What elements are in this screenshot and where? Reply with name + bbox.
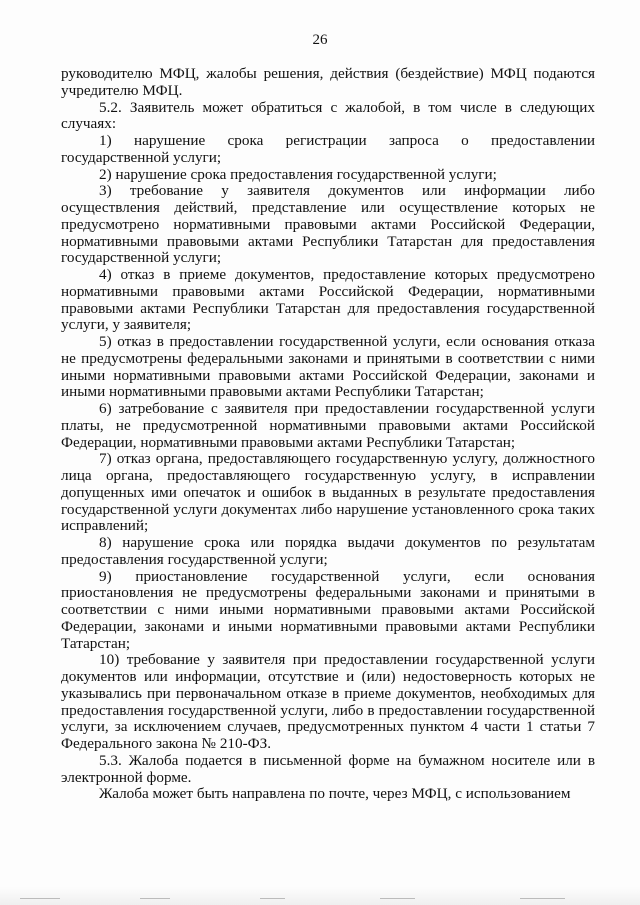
list-item: 7) отказ органа, предоставляющего государственную услугу, должностного лица органа, предоставляющего государственную услугу, в исправлении допущенных ими опечаток и ошибок в выданных в результате предоставления государственной услуги документах либо нарушение установленного срока таких исправлений; <box>61 450 595 535</box>
scan-artifact <box>20 898 60 899</box>
scan-artifact <box>140 898 170 899</box>
list-item: 1) нарушение срока регистрации запроса о предоставлении государственной услуги; <box>61 132 595 166</box>
scan-edge-shadow <box>0 887 640 905</box>
scan-artifact <box>520 898 565 899</box>
paragraph: Жалоба может быть направлена по почте, через МФЦ, с использованием <box>99 785 571 803</box>
list-item: 10) требование у заявителя при предоставлении государственной услуги документов или информации, отсутствие и (или) недостоверность которых не указывались при первоначальном отказе в приеме документов, необходимых для предоставления государственной услуги, либо в предоставлении государственной услуги, за исключением случаев, предусмотренных пунктом 4 части 1 статьи 7 Федерального закона № 210-ФЗ. <box>61 651 595 752</box>
paragraph: 5.3. Жалоба подается в письменной форме на бумажном носителе или в электронной форме. <box>61 751 595 786</box>
list-item: 4) отказ в приеме документов, предоставление которых предусмотрено нормативными правовыми актами Российской Федерации, нормативными правовыми актами Республики Татарстан для предоставления государственной услуги, у заявителя; <box>61 266 595 334</box>
document-body <box>61 66 595 803</box>
paragraph: 5.2. Заявитель может обратиться с жалобой, в том числе в следующих случаях: <box>61 98 595 133</box>
scan-artifact <box>260 898 285 899</box>
list-item: 5) отказ в предоставлении государственной услуги, если основания отказа не предусмотрены федеральными законами и принятыми в соответствии с ними иными нормативными правовыми актами Российской Федерации, законами и иными нормативными правовыми актами Республики Татарстан; <box>61 333 595 401</box>
list-item: 8) нарушение срока или порядка выдачи документов по результатам предоставления государственной услуги; <box>61 534 595 568</box>
scan-artifact <box>380 898 415 899</box>
list-item: 6) затребование с заявителя при предоставлении государственной услуги платы, не предусмотренной нормативными правовыми актами Российской Федерации, нормативными правовыми актами Республики Татарстан; <box>61 400 595 451</box>
list-item: 2) нарушение срока предоставления государственной услуги; <box>99 165 497 183</box>
list-item: 9) приостановление государственной услуги, если основания приостановления не предусмотрены федеральными законами и принятыми в соответствии с ними иными нормативными правовыми актами Российской Федерации, законами и иными нормативными правовыми актами Республики Татарстан; <box>61 567 595 652</box>
page-number: 26 <box>312 32 328 48</box>
list-item: 3) требование у заявителя документов или информации либо осуществления действий, представление или осуществление которых не предусмотрено нормативными правовыми актами Российской Федерации, нормативными правовыми актами Республики Татарстан для предоставления государственной услуги; <box>61 182 595 267</box>
paragraph: руководителю МФЦ, жалобы решения, действия (бездействие) МФЦ подаются учредителю МФЦ. <box>61 65 595 99</box>
